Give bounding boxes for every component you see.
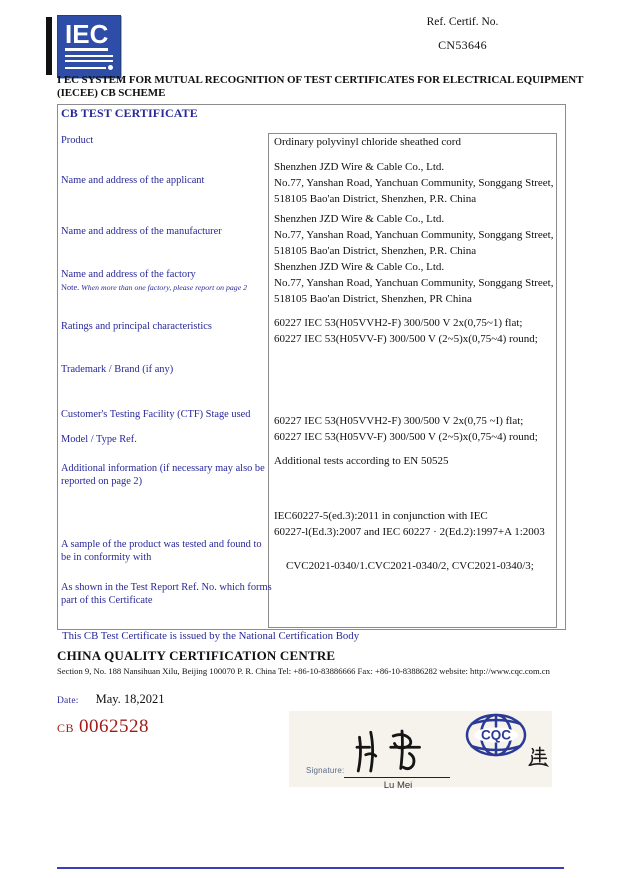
signature-underline [344,777,450,778]
label-model-type: Model / Type Ref. [61,434,137,445]
value-ratings [274,316,552,348]
value-manufacturer [274,212,552,259]
iec-logo-text: IEC [65,19,109,49]
cb-certificate-number [57,716,149,738]
label-additional-info: Additional information (if necessary may also be reported on page 2) [61,463,265,487]
value-model-line: 60227 IEC 53(H05VVH2-F) 300/500 V 2x(0,75 ~I) flat; [274,415,524,427]
handwritten-signature [348,726,426,776]
iec-logo-spine-bar [46,17,52,75]
value-manufacturer-line: Shenzhen JZD Wire & Cable Co., Ltd. [274,213,445,225]
cqc-logo [464,712,528,758]
iec-logo-dot [108,65,113,70]
certificate-title: CB TEST CERTIFICATE [61,106,198,120]
value-test-report: CVC2021-0340/1.CVC2021-0340/2, CVC2021-0340/3; [286,560,534,572]
label-product: Product [61,135,94,146]
iec-logo-line [65,55,113,57]
ref-certif-number: CN53646 [438,38,487,52]
iec-logo-lines [65,55,113,70]
value-manufacturer-line: 518105 Bao'an District, Shenzhen, P.R. China [274,244,477,257]
scheme-header [57,74,584,99]
ref-certif-block [385,16,540,53]
value-applicant [274,160,552,207]
date-row [57,690,165,708]
cqc-logo-text: CQC [481,727,511,743]
stamp-character-jian [527,746,549,768]
value-conformity-line: 60227-l(Ed.3):2007 and IEC 60227 · 2(Ed.2):1997+A 1:2003 [274,525,545,538]
date-label: Date: [57,696,79,706]
label-test-report: As shown in the Test Report Ref. No. which forms part of this Certificate [61,582,272,606]
value-model-type [274,414,552,446]
value-factory-line: No.77, Yanshan Road, Yanchuan Community, Songgang Street, [274,276,554,289]
value-factory [274,260,552,307]
label-ctf-stage: Customer's Testing Facility (CTF) Stage used [61,409,251,420]
value-factory-line: Shenzhen JZD Wire & Cable Co., Ltd. [274,261,445,273]
value-factory-line: 518105 Bao'an District, Shenzhen, PR China [274,292,472,305]
label-manufacturer: Name and address of the manufacturer [61,226,222,237]
label-factory: Name and address of the factory [61,269,196,280]
iec-logo-line [65,67,106,69]
value-ratings-line: 60227 IEC 53(H05VV-F) 300/500 V (2~5)x(0,75~4) round; [274,332,538,345]
cb-number-prefix: CB [57,721,75,735]
factory-note-text: When more than one factory, please report on page 2 [81,283,248,292]
certification-body-address: Section 9, No. 188 Nansihuan Xilu, Beijing 100070 P. R. China Tel: +86-10-83886666 Fax: +86-10-83886282 website: http://www.cqc.com.cn [57,666,550,676]
value-product: Ordinary polyvinyl chloride sheathed cord [274,136,461,148]
iec-logo-line [65,60,113,62]
label-conformity: A sample of the product was tested and found to be in conformity with [61,539,262,563]
issued-by-line: This CB Test Certificate is issued by the National Certification Body [62,630,360,642]
cb-number-value: 0062528 [79,716,150,737]
certification-body-name: CHINA QUALITY CERTIFICATION CENTRE [57,648,336,663]
scheme-header-line1: I EC SYSTEM FOR MUTUAL RECOGNITION OF TEST CERTIFICATES FOR ELECTRICAL EQUIPMENT [57,74,584,86]
footer-blue-rule [57,867,564,869]
date-value: May. 18,2021 [95,692,165,706]
signature-label: Signature: [306,766,345,775]
iec-logo [44,14,130,78]
value-conformity [274,509,552,541]
value-conformity-line: IEC60227-5(ed.3):2011 in conjunction with IEC [274,510,488,522]
value-manufacturer-line: No.77, Yanshan Road, Yanchuan Community, Songgang Street, [274,228,554,241]
value-applicant-line: Shenzhen JZD Wire & Cable Co., Ltd. [274,161,445,173]
signatory-name: Lu Mei [383,780,413,791]
iec-logo-box [57,15,121,78]
factory-note [61,283,273,292]
value-model-line: 60227 IEC 53(H05VV-F) 300/500 V (2~5)x(0,75~4) round; [274,430,538,443]
value-applicant-line: No.77, Yanshan Road, Yanchuan Community, Songgang Street, [274,176,554,189]
value-additional-info: Additional tests according to EN 50525 [274,455,449,467]
label-applicant: Name and address of the applicant [61,175,205,186]
factory-note-prefix: Note. [61,283,80,292]
label-trademark: Trademark / Brand (if any) [61,364,174,375]
ref-certif-label: Ref. Certif. No. [426,16,499,28]
iec-logo-last-line [65,65,113,70]
label-ratings: Ratings and principal characteristics [61,321,212,332]
scheme-header-line2: (IECEE) CB SCHEME [57,86,166,99]
value-ratings-line: 60227 IEC 53(H05VVH2-F) 300/500 V 2x(0,75~1) flat; [274,317,523,329]
value-applicant-line: 518105 Bao'an District, Shenzhen, P.R. China [274,192,477,205]
